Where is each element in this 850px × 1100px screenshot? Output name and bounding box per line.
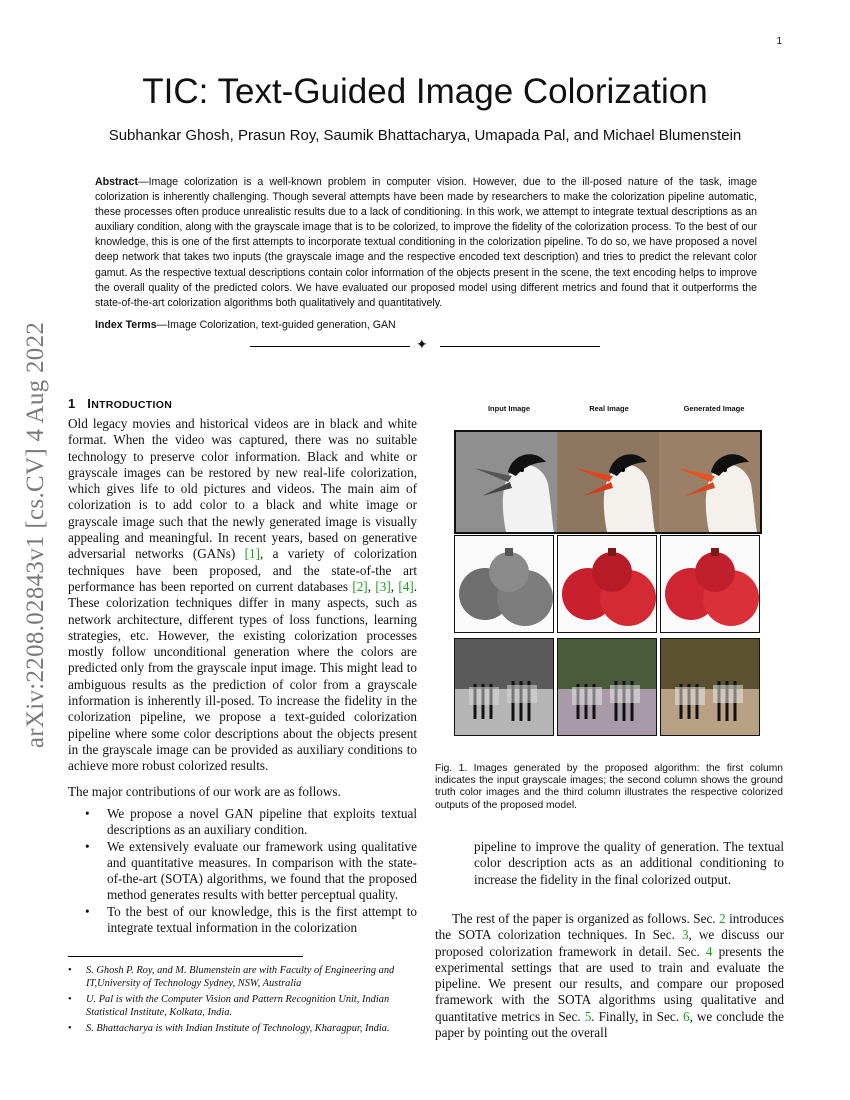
divider-star-icon: ✦ [416, 338, 428, 353]
list-item: • We extensively evaluate our framework using qualitative and quantitative measures. In comparison with the state-of-the-art (SOTA) algorithms, we found that the proposed method generates results with better perceptual quality. [68, 839, 417, 904]
author-list: Subhankar Ghosh, Prasun Roy, Saumik Bhattacharya, Umapada Pal, and Michael Blumenstein [108, 127, 742, 144]
citation-link[interactable]: [4] [398, 578, 414, 594]
figure-caption: Fig. 1. Images generated by the proposed algorithm: the first column indicates the input grayscale images; the second column shows the ground truth color images and the third column illustrates the respective colorized outputs of the proposed model. [435, 763, 783, 811]
contribution-list [68, 806, 417, 936]
footnotes [68, 964, 419, 1038]
pomegranate-real-image [557, 535, 657, 633]
section-ref-link[interactable]: 6 [683, 1008, 690, 1024]
abstract-text: —Image colorization is a well-known problem in computer vision. However, due to the ill-posed nature of the task, image colorization is inherently challenging. Though several attempts have been made by researchers to make the colorization pipeline automatic, these processes often produce unrealistic results due to a lack of conditioning. In this work, we attempt to integrate textual descriptions as an auxiliary condition, along with the grayscale image that is to be colorized, to improve the fidelity of the colorization process. To the best of our knowledge, this is one of the first attempts to incorporate textual conditioning in the colorization pipeline. To do so, we have proposed a novel deep network that takes two inputs (the grayscale image and the respective encoded text description) and tries to predict the relevant color gamut. As the respective textual descriptions contain color information of the objects present in the scene, the text encoding helps to improve the overall quality of the predicted colors. We have evaluated our proposed model using different metrics and found that it outperforms the state-of-the-art colorization algorithms both qualitatively and quantitatively. [95, 176, 757, 309]
citation-link[interactable]: [2] [352, 578, 368, 594]
figure-header-generated: Generated Image [683, 404, 745, 413]
section-number: 1 [68, 396, 76, 411]
footnote-item: • S. Bhattacharya is with Indian Institute of Technology, Kharagpur, India. [68, 1022, 419, 1035]
section-ref-link[interactable]: 4 [705, 943, 713, 959]
section-ref-link[interactable]: 2 [719, 911, 726, 926]
abstract-label: Abstract [95, 176, 138, 188]
footnote-item: • S. Ghosh P. Roy, and M. Blumenstein are with Faculty of Engineering and IT,University of Technology Sydney, NSW, Australia [68, 964, 419, 990]
intro-paragraph-3: The rest of the paper is organized as follows. Sec. 2 introduces the SOTA colorization techniques. In Sec. 3, we discuss our proposed colorization framework in detail. Sec. 4 presents the experimental settings that are used to train and evaluate the pipeline. We present our results, and compare our proposed framework with the SOTA algorithms using qualitative and quantitative metrics in Sec. 5. Finally, in Sec. 6, we conclude the paper by pointing out the overall [435, 911, 784, 1041]
section-heading [68, 396, 172, 411]
figure-header-real: Real Image [589, 404, 629, 413]
footnote-rule [68, 956, 303, 957]
zebra-generated-image [660, 638, 760, 736]
bullet-continuation: pipeline to improve the quality of generation. The textual color description acts as an additional conditioning to increase the fidelity in the final colorized output. [474, 839, 784, 887]
intro-paragraph-1: Old legacy movies and historical videos are in black and white format. When the video was captured, there was no suitable technology to preserve color information. Black and white or grayscale images can be restored by new real-life colorization, which gives life to old pictures and videos. The main aim of colorization is to add color to a black and white image or grayscale image such that the newly generated image is visually appealing and meaningful. In recent years, based on generative adversarial networks (GANs) [1], a variety of colorization techniques have been proposed, and the state-of-the art performance has been reported on current databases [2], [3], [4]. These colorization techniques differ in many aspects, such as network architecture, different types of loss functions, learning strategies, etc. However, the existing colorization processes mostly follow unconditional generation where the colors are predicted only from the grayscale input image. This might lead to ambiguous results as the prediction of color from a grayscale information is inherently ill-posed. To increase the fidelity in the colorization pipeline, we propose a text-guided colorization pipeline where some color descriptions about the objects present in the grayscale image can be provided as auxiliary conditions to achieve more robust colorized results. [68, 416, 418, 774]
citation-link[interactable]: [1] [244, 546, 261, 562]
footnote-item: • U. Pal is with the Computer Vision and Pattern Recognition Unit, Indian Statistical Institute, Kolkata, India. [68, 993, 419, 1019]
index-terms [95, 319, 396, 331]
section-title-initial: I [87, 396, 92, 411]
abstract [95, 175, 757, 311]
section-ref-link[interactable]: 3 [681, 927, 689, 943]
figure-1 [454, 404, 762, 754]
section-divider [250, 338, 600, 354]
pomegranate-generated-image [660, 535, 760, 633]
arxiv-stamp-text: arXiv:2208.02843v1 [cs.CV] 4 Aug 2022 [22, 321, 49, 749]
list-item: • We propose a novel GAN pipeline that exploits textual descriptions as an auxiliary condition. [68, 806, 417, 839]
pomegranate-input-image [454, 535, 554, 633]
zebra-real-image [557, 638, 657, 736]
intro-paragraph-2: The major contributions of our work are as follows. [68, 784, 341, 799]
zebra-input-image [454, 638, 554, 736]
paper-title: TIC: Text-Guided Image Colorization [142, 72, 708, 111]
bird-row-image [454, 430, 762, 534]
page-number: 1 [776, 36, 782, 47]
citation-link[interactable]: [3] [375, 578, 391, 594]
list-item: • To the best of our knowledge, this is the first attempt to integrate textual information in the colorization [68, 904, 417, 937]
figure-header-input: Input Image [487, 404, 531, 413]
section-title-rest: NTRODUCTION [91, 399, 173, 411]
index-terms-text: —Image Colorization, text-guided generation, GAN [156, 319, 396, 331]
section-ref-link[interactable]: 5 [584, 1008, 592, 1024]
index-terms-label: Index Terms [95, 319, 157, 331]
